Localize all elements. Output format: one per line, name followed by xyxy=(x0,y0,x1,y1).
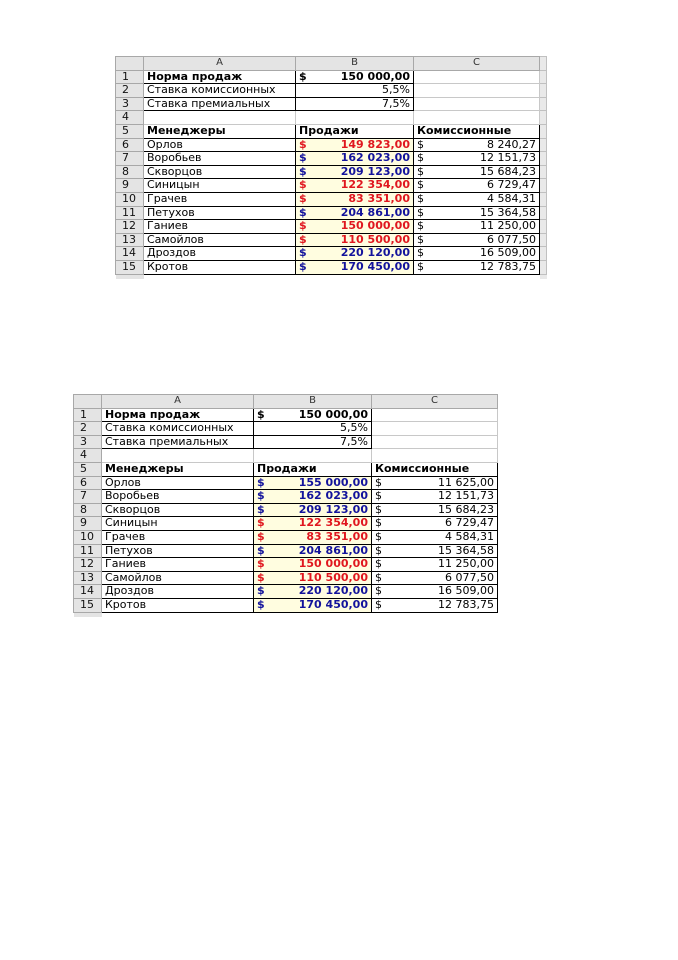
sales-value: 110 500,00 xyxy=(340,233,410,246)
row-header[interactable]: 1 xyxy=(74,408,102,422)
commission-value: 11 250,00 xyxy=(480,219,536,233)
table-row xyxy=(74,571,498,585)
manager-name-cell[interactable]: Ганиев xyxy=(102,558,254,572)
currency-symbol: $ xyxy=(375,530,382,543)
row-header[interactable]: 3 xyxy=(116,97,144,111)
currency-symbol: $ xyxy=(257,598,265,611)
commission-cell[interactable] xyxy=(372,476,498,490)
table-row xyxy=(116,179,547,193)
cell-b[interactable] xyxy=(296,97,414,111)
table-row xyxy=(74,585,498,599)
column-header-c[interactable]: C xyxy=(414,57,540,71)
currency-symbol: $ xyxy=(375,598,382,611)
sales-value: 150 000,00 xyxy=(298,557,368,571)
sales-cell[interactable] xyxy=(254,585,372,599)
manager-name-cell[interactable]: Самойлов xyxy=(144,233,296,247)
cell-c[interactable] xyxy=(414,97,540,111)
commission-value: 15 684,23 xyxy=(480,165,536,178)
column-header-a[interactable]: A xyxy=(144,57,296,71)
row-header[interactable]: 9 xyxy=(116,179,144,193)
scrollbar-stub xyxy=(540,138,547,152)
cell-a[interactable]: Ставка премиальных xyxy=(144,97,296,111)
currency-symbol: $ xyxy=(375,503,382,516)
cell-value: 7,5% xyxy=(382,97,410,110)
partial-row xyxy=(116,274,547,279)
currency-symbol: $ xyxy=(417,178,424,192)
scrollbar-stub xyxy=(540,192,547,206)
sales-value: 150 000,00 xyxy=(340,219,410,233)
commission-value: 4 584,31 xyxy=(487,192,536,205)
sheet-body xyxy=(74,408,498,616)
commission-cell[interactable] xyxy=(372,544,498,558)
cell-c[interactable] xyxy=(414,70,540,84)
sales-cell[interactable] xyxy=(254,558,372,572)
row-header[interactable]: 12 xyxy=(116,220,144,234)
commission-value: 16 509,00 xyxy=(480,246,536,260)
row-header[interactable]: 14 xyxy=(74,585,102,599)
commission-value: 6 729,47 xyxy=(487,178,536,192)
commission-cell[interactable] xyxy=(372,585,498,599)
table-row xyxy=(74,558,498,572)
currency-symbol: $ xyxy=(375,516,382,530)
commission-cell[interactable] xyxy=(372,490,498,504)
scrollbar-stub xyxy=(540,220,547,234)
cell-value: Продажи xyxy=(299,124,359,137)
commission-cell[interactable] xyxy=(414,233,540,247)
sales-value: 170 450,00 xyxy=(298,598,368,611)
currency-symbol: $ xyxy=(417,151,424,165)
manager-name-cell[interactable]: Петухов xyxy=(102,544,254,558)
table-row xyxy=(116,152,547,166)
sheet-row xyxy=(74,462,498,476)
spreadsheet-top xyxy=(115,56,547,279)
manager-name-cell[interactable]: Воробьев xyxy=(144,152,296,166)
sales-cell[interactable] xyxy=(254,517,372,531)
cell-b[interactable] xyxy=(254,435,372,449)
cell-c[interactable] xyxy=(372,408,498,422)
sheet-row xyxy=(116,70,547,84)
commission-value: 11 625,00 xyxy=(438,476,494,489)
commission-value: 8 240,27 xyxy=(487,138,536,151)
cell-c xyxy=(414,274,540,279)
table-row xyxy=(116,247,547,261)
cell-c[interactable] xyxy=(414,111,540,125)
sales-cell[interactable] xyxy=(296,152,414,166)
commission-value: 12 783,75 xyxy=(438,598,494,611)
cell-b[interactable] xyxy=(296,124,414,138)
row-header[interactable]: 5 xyxy=(74,462,102,476)
currency-symbol: $ xyxy=(257,544,265,557)
row-header[interactable]: 6 xyxy=(116,138,144,152)
scrollbar-stub xyxy=(540,84,547,98)
table-row xyxy=(116,192,547,206)
row-header[interactable]: 13 xyxy=(116,233,144,247)
cell-b xyxy=(296,274,414,279)
currency-symbol: $ xyxy=(299,138,307,151)
commission-value: 15 364,58 xyxy=(438,544,494,557)
currency-symbol: $ xyxy=(299,219,307,233)
sales-cell[interactable] xyxy=(254,571,372,585)
sales-value: 83 351,00 xyxy=(306,530,368,543)
row-header[interactable]: 8 xyxy=(74,503,102,517)
currency-symbol: $ xyxy=(299,178,307,192)
manager-name-cell[interactable]: Воробьев xyxy=(102,490,254,504)
row-header[interactable]: 10 xyxy=(116,192,144,206)
commission-value: 16 509,00 xyxy=(438,584,494,598)
cell-c[interactable] xyxy=(414,84,540,98)
cell-value: 5,5% xyxy=(340,421,368,435)
scrollbar-stub xyxy=(540,179,547,193)
column-header-row xyxy=(74,395,498,409)
row-header[interactable]: 15 xyxy=(74,598,102,612)
manager-name-cell[interactable]: Синицын xyxy=(144,179,296,193)
scrollbar-stub xyxy=(540,233,547,247)
sales-value: 122 354,00 xyxy=(298,516,368,530)
commission-value: 12 151,73 xyxy=(438,489,494,503)
cell-b[interactable] xyxy=(254,462,372,476)
manager-name-cell[interactable]: Орлов xyxy=(144,138,296,152)
commission-cell[interactable] xyxy=(414,138,540,152)
row-header[interactable]: 2 xyxy=(116,84,144,98)
scrollbar-stub xyxy=(540,111,547,125)
commission-value: 15 684,23 xyxy=(438,503,494,516)
cell-a[interactable]: Менеджеры xyxy=(102,462,254,476)
cell-a[interactable]: Менеджеры xyxy=(144,124,296,138)
currency-symbol: $ xyxy=(375,557,382,571)
cell-a xyxy=(102,612,254,617)
commission-cell[interactable] xyxy=(414,152,540,166)
currency-symbol: $ xyxy=(257,571,265,584)
currency-symbol: $ xyxy=(417,138,424,151)
row-header[interactable]: 14 xyxy=(116,247,144,261)
sales-value: 204 861,00 xyxy=(298,544,368,557)
table-row xyxy=(116,220,547,234)
sales-value: 220 120,00 xyxy=(298,584,368,598)
currency-symbol: $ xyxy=(299,260,307,273)
cell-b[interactable] xyxy=(254,422,372,436)
currency-symbol: $ xyxy=(299,206,307,219)
row-header[interactable]: 15 xyxy=(116,260,144,274)
currency-symbol: $ xyxy=(375,544,382,557)
commission-value: 15 364,58 xyxy=(480,206,536,219)
commission-cell[interactable] xyxy=(372,503,498,517)
sales-value: 220 120,00 xyxy=(340,246,410,260)
scrollbar-stub xyxy=(540,124,547,138)
cell-c[interactable]: Комиссионные xyxy=(372,462,498,476)
currency-symbol: $ xyxy=(257,584,265,598)
partial-row xyxy=(74,612,498,617)
manager-name-cell[interactable]: Кротов xyxy=(102,598,254,612)
currency-symbol: $ xyxy=(257,489,265,503)
sales-cell[interactable] xyxy=(254,490,372,504)
sales-value: 204 861,00 xyxy=(340,206,410,219)
sheet-row xyxy=(116,124,547,138)
sheet-body xyxy=(116,70,547,278)
scrollbar-stub xyxy=(540,57,547,71)
sales-cell[interactable] xyxy=(296,206,414,220)
sales-cell[interactable] xyxy=(296,260,414,274)
commission-cell[interactable] xyxy=(414,220,540,234)
manager-name-cell[interactable]: Скворцов xyxy=(144,165,296,179)
cell-b[interactable] xyxy=(296,84,414,98)
cell-b[interactable] xyxy=(254,449,372,463)
scrollbar-stub xyxy=(540,247,547,261)
sales-cell[interactable] xyxy=(296,247,414,261)
cell-value: 150 000,00 xyxy=(340,70,410,83)
sales-value: 110 500,00 xyxy=(298,571,368,584)
row-header xyxy=(116,274,144,279)
manager-name-cell[interactable]: Скворцов xyxy=(102,503,254,517)
currency-symbol: $ xyxy=(257,408,265,421)
cell-c[interactable] xyxy=(372,449,498,463)
manager-name-cell[interactable]: Грачев xyxy=(102,530,254,544)
currency-symbol: $ xyxy=(257,557,265,571)
currency-symbol: $ xyxy=(417,192,424,205)
cell-a[interactable] xyxy=(144,111,296,125)
currency-symbol: $ xyxy=(417,219,424,233)
row-header[interactable]: 3 xyxy=(74,435,102,449)
currency-symbol: $ xyxy=(417,165,424,178)
cell-a[interactable] xyxy=(102,449,254,463)
commission-value: 6 077,50 xyxy=(445,571,494,584)
commission-cell[interactable] xyxy=(414,165,540,179)
manager-name-cell[interactable]: Дроздов xyxy=(102,585,254,599)
row-header[interactable]: 7 xyxy=(74,490,102,504)
sheet-row xyxy=(74,408,498,422)
sales-value: 155 000,00 xyxy=(298,476,368,489)
commission-cell[interactable] xyxy=(414,206,540,220)
table-row xyxy=(74,517,498,531)
row-header[interactable]: 6 xyxy=(74,476,102,490)
manager-name-cell[interactable]: Самойлов xyxy=(102,571,254,585)
column-header-b[interactable]: B xyxy=(254,395,372,409)
scrollbar-stub xyxy=(540,152,547,166)
select-all-corner[interactable] xyxy=(74,395,102,409)
currency-symbol: $ xyxy=(299,192,307,205)
cell-value: 7,5% xyxy=(340,435,368,448)
cell-a[interactable]: Норма продаж xyxy=(144,70,296,84)
commission-value: 12 783,75 xyxy=(480,260,536,273)
commission-cell[interactable] xyxy=(372,571,498,585)
cell-a xyxy=(144,274,296,279)
currency-symbol: $ xyxy=(257,476,265,489)
row-header[interactable]: 11 xyxy=(116,206,144,220)
sales-value: 209 123,00 xyxy=(298,503,368,516)
cell-c[interactable]: Комиссионные xyxy=(414,124,540,138)
commission-cell[interactable] xyxy=(372,598,498,612)
cell-c xyxy=(372,612,498,617)
cell-a[interactable]: Норма продаж xyxy=(102,408,254,422)
spreadsheet-bottom xyxy=(73,394,498,617)
sales-value: 149 823,00 xyxy=(340,138,410,151)
cell-c[interactable] xyxy=(372,422,498,436)
commission-cell[interactable] xyxy=(414,247,540,261)
row-header[interactable]: 7 xyxy=(116,152,144,166)
cell-b[interactable] xyxy=(296,70,414,84)
commission-value: 4 584,31 xyxy=(445,530,494,543)
scrollbar-stub xyxy=(540,206,547,220)
cell-a[interactable]: Ставка комиссионных xyxy=(102,422,254,436)
manager-name-cell[interactable]: Петухов xyxy=(144,206,296,220)
sales-value: 122 354,00 xyxy=(340,178,410,192)
sales-cell[interactable] xyxy=(296,165,414,179)
row-header[interactable]: 4 xyxy=(116,111,144,125)
currency-symbol: $ xyxy=(257,516,265,530)
sales-cell[interactable] xyxy=(296,220,414,234)
currency-symbol: $ xyxy=(299,151,307,165)
scrollbar-stub xyxy=(540,274,547,279)
cell-a[interactable]: Ставка комиссионных xyxy=(144,84,296,98)
column-header-b[interactable]: B xyxy=(296,57,414,71)
sheet-row xyxy=(116,111,547,125)
commission-cell[interactable] xyxy=(372,558,498,572)
column-header-c[interactable]: C xyxy=(372,395,498,409)
currency-symbol: $ xyxy=(375,476,382,489)
commission-cell[interactable] xyxy=(372,517,498,531)
currency-symbol: $ xyxy=(375,489,382,503)
cell-value: Продажи xyxy=(257,462,317,475)
commission-value: 6 729,47 xyxy=(445,516,494,530)
sheet-row xyxy=(116,84,547,98)
commission-value: 12 151,73 xyxy=(480,151,536,165)
currency-symbol: $ xyxy=(257,503,265,516)
row-header[interactable]: 13 xyxy=(74,571,102,585)
sales-cell[interactable] xyxy=(296,179,414,193)
currency-symbol: $ xyxy=(375,584,382,598)
manager-name-cell[interactable]: Кротов xyxy=(144,260,296,274)
scrollbar-stub xyxy=(540,97,547,111)
table-row xyxy=(74,476,498,490)
sales-cell[interactable] xyxy=(254,530,372,544)
cell-value: 150 000,00 xyxy=(298,408,368,421)
sales-cell[interactable] xyxy=(254,503,372,517)
currency-symbol: $ xyxy=(417,246,424,260)
currency-symbol: $ xyxy=(417,233,424,246)
column-header-row xyxy=(116,57,547,71)
manager-name-cell[interactable]: Ганиев xyxy=(144,220,296,234)
select-all-corner[interactable] xyxy=(116,57,144,71)
currency-symbol: $ xyxy=(299,233,307,246)
row-header[interactable]: 12 xyxy=(74,558,102,572)
manager-name-cell[interactable]: Орлов xyxy=(102,476,254,490)
sales-cell[interactable] xyxy=(254,598,372,612)
currency-symbol: $ xyxy=(417,260,424,273)
row-header[interactable]: 11 xyxy=(74,544,102,558)
sales-value: 170 450,00 xyxy=(340,260,410,273)
cell-b[interactable] xyxy=(296,111,414,125)
currency-symbol: $ xyxy=(417,206,424,219)
row-header[interactable]: 1 xyxy=(116,70,144,84)
sales-value: 83 351,00 xyxy=(348,192,410,205)
currency-symbol: $ xyxy=(375,571,382,584)
table-row xyxy=(116,260,547,274)
sales-cell[interactable] xyxy=(296,233,414,247)
sales-cell[interactable] xyxy=(254,476,372,490)
row-header[interactable]: 2 xyxy=(74,422,102,436)
table-row xyxy=(116,233,547,247)
row-header[interactable]: 8 xyxy=(116,165,144,179)
row-header[interactable]: 5 xyxy=(116,124,144,138)
cell-b[interactable] xyxy=(254,408,372,422)
scrollbar-stub xyxy=(540,260,547,274)
currency-symbol: $ xyxy=(299,165,307,178)
cell-value: 5,5% xyxy=(382,83,410,97)
row-header[interactable]: 10 xyxy=(74,530,102,544)
table-row xyxy=(74,490,498,504)
table-row xyxy=(74,598,498,612)
row-header[interactable]: 9 xyxy=(74,517,102,531)
sheet-row xyxy=(116,97,547,111)
commission-cell[interactable] xyxy=(414,192,540,206)
column-header-a[interactable]: A xyxy=(102,395,254,409)
scrollbar-stub xyxy=(540,165,547,179)
sales-value: 162 023,00 xyxy=(340,151,410,165)
table-row xyxy=(116,138,547,152)
commission-cell[interactable] xyxy=(372,530,498,544)
currency-symbol: $ xyxy=(257,530,265,543)
table-row xyxy=(116,165,547,179)
sales-cell[interactable] xyxy=(254,544,372,558)
table-row xyxy=(74,503,498,517)
commission-value: 11 250,00 xyxy=(438,557,494,571)
table-row xyxy=(74,544,498,558)
sales-value: 209 123,00 xyxy=(340,165,410,178)
commission-cell[interactable] xyxy=(414,260,540,274)
table-row xyxy=(116,206,547,220)
commission-value: 6 077,50 xyxy=(487,233,536,246)
sheet-row xyxy=(74,449,498,463)
manager-name-cell[interactable]: Дроздов xyxy=(144,247,296,261)
row-header xyxy=(74,612,102,617)
sales-value: 162 023,00 xyxy=(298,489,368,503)
currency-symbol: $ xyxy=(299,246,307,260)
sheet-row xyxy=(74,422,498,436)
row-header[interactable]: 4 xyxy=(74,449,102,463)
sheet-row xyxy=(74,435,498,449)
cell-a[interactable]: Ставка премиальных xyxy=(102,435,254,449)
cell-c[interactable] xyxy=(372,435,498,449)
manager-name-cell[interactable]: Синицын xyxy=(102,517,254,531)
cell-b xyxy=(254,612,372,617)
table-row xyxy=(74,530,498,544)
commission-cell[interactable] xyxy=(414,179,540,193)
currency-symbol: $ xyxy=(299,70,307,83)
scrollbar-stub xyxy=(540,70,547,84)
sales-cell[interactable] xyxy=(296,192,414,206)
sales-cell[interactable] xyxy=(296,138,414,152)
manager-name-cell[interactable]: Грачев xyxy=(144,192,296,206)
